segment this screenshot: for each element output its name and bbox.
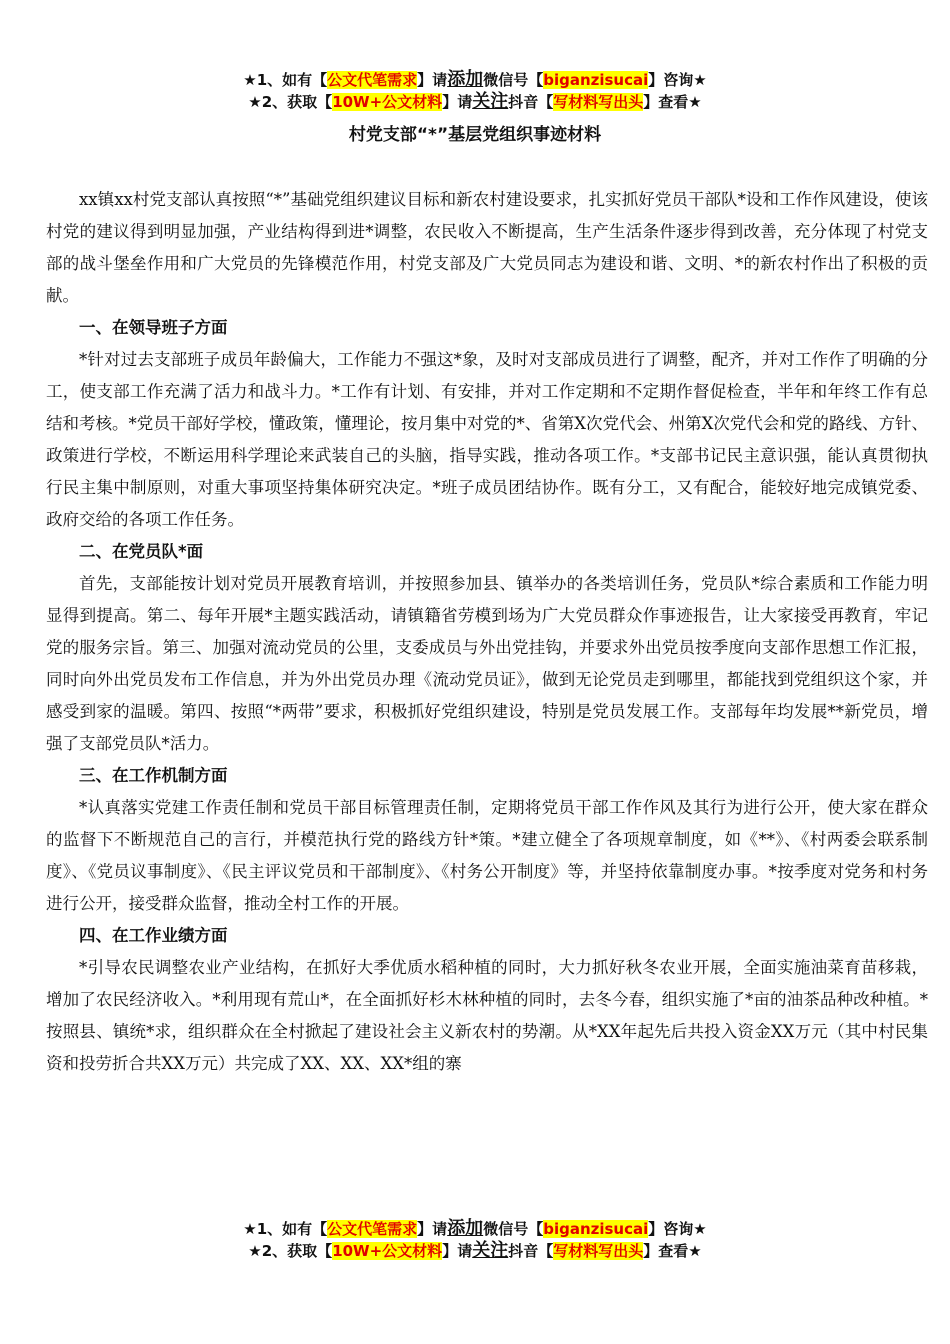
section-heading: 二、在党员队*面 — [79, 542, 204, 561]
emphasis-follow: 关注 — [472, 91, 509, 112]
section-paragraph: *认真落实党建工作责任制和党员干部目标管理责任制，定期将党员干部工作作风及其行为进行公开，使大家在群众的监督下不断规范自己的言行，并模范执行党的路线方针*策。*建立健全了各项规章制度，如《**》、《村两委会联系制度》、《党员议事制度》、《民主评议党员和干部制度》、《村务公开制度》等，并坚持依靠制度办事。*按季度对党务和村务进行公开，接受群众监督，推动全村工作的开展。 — [46, 798, 928, 913]
highlight-douyin-account: 写材料写出头 — [553, 1242, 644, 1260]
emphasis-follow: 关注 — [472, 1240, 509, 1261]
document-title: 村党支部“*”基层党组织事迹材料 — [348, 125, 602, 145]
promo-banner-top — [0, 69, 950, 113]
promo-text: ★2、获取【 — [248, 93, 333, 111]
intro-paragraph: xx镇xx村党支部认真按照“*”基础党组织建议目标和新农村建设要求，扎实抓好党员干部队*设和工作作风建设，使该村党的建议得到明显加强，产业结构得到进*调整，农民收入不断提高，生产生活条件逐步得到改善，充分体现了村党支部的战斗堡垒作用和广大党员的先锋模范作用，村党支部及广大党员同志为建设和谐、文明、*的新农村作出了积极的贡献。 — [46, 190, 928, 305]
promo-text: 微信号【 — [483, 71, 544, 89]
section-heading: 一、在领导班子方面 — [79, 318, 228, 337]
highlight-wechat-id: biganzisucai — [543, 1220, 649, 1238]
section-paragraph: 首先，支部能按计划对党员开展教育培训，并按照参加县、镇举办的各类培训任务，党员队*综合素质和工作能力明显得到提高。第二、每年开展*主题实践活动，请镇籍省劳模到场为广大党员群众作事迹报告，让大家接受再教育，牢记党的服务宗旨。第三、加强对流动党员的公里，支委成员与外出党挂钩，并要求外出党员按季度向支部作思想工作汇报，同时向外出党员发布工作信息，并为外出党员办理《流动党员证》，做到无论党员走到哪里，都能找到党组织这个家，并感受到家的温暖。第四、按照“*两带”要求，积极抓好党组织建设，特别是党员发展工作。支部每年均发展**新党员，增强了支部党员队*活力。 — [46, 574, 928, 753]
highlight-service: 公文代笔需求 — [327, 71, 418, 89]
highlight-douyin-account: 写材料写出头 — [553, 93, 644, 111]
emphasis-add: 添加 — [447, 1218, 484, 1239]
promo-text: 】咨询★ — [648, 1220, 707, 1238]
emphasis-add: 添加 — [447, 69, 484, 90]
promo-text: 】咨询★ — [648, 71, 707, 89]
promo-text: ★1、如有【 — [243, 1220, 328, 1238]
promo-line-2 — [0, 91, 950, 113]
document-body — [46, 184, 928, 1080]
promo-text: 】查看★ — [643, 93, 702, 111]
highlight-materials: 10W+公文材料 — [332, 93, 443, 111]
promo-text: 】请 — [442, 1242, 473, 1260]
promo-banner-bottom — [0, 1218, 950, 1262]
promo-line-1 — [0, 69, 950, 91]
highlight-service: 公文代笔需求 — [327, 1220, 418, 1238]
section-heading: 四、在工作业绩方面 — [79, 926, 228, 945]
promo-text: ★2、获取【 — [248, 1242, 333, 1260]
promo-text: 】请 — [417, 71, 448, 89]
highlight-materials: 10W+公文材料 — [332, 1242, 443, 1260]
highlight-wechat-id: biganzisucai — [543, 71, 649, 89]
promo-line-2 — [0, 1240, 950, 1262]
section-heading: 三、在工作机制方面 — [79, 766, 228, 785]
section-paragraph: *针对过去支部班子成员年龄偏大，工作能力不强这*象，及时对支部成员进行了调整，配齐，并对工作作了明确的分工，使支部工作充满了活力和战斗力。*工作有计划、有安排，并对工作定期和不定期作督促检查，半年和年终工作有总结和考核。*党员干部好学校，懂政策，懂理论，按月集中对党的*、省第X次党代会、州第X次党代会和党的路线、方针、政策进行学校，不断运用科学理论来武装自己的头脑，指导实践，推动各项工作。*支部书记民主意识强，能认真贯彻执行民主集中制原则，对重大事项坚持集体研究决定。*班子成员团结协作。既有分工，又有配合，能较好地完成镇党委、政府交给的各项工作任务。 — [46, 350, 928, 529]
promo-text: 】请 — [417, 1220, 448, 1238]
promo-text: 抖音【 — [508, 93, 554, 111]
section-paragraph: *引导农民调整农业产业结构，在抓好大季优质水稻种植的同时，大力抓好秋冬农业开展，全面实施油菜育苗移栽，增加了农民经济收入。*利用现有荒山*，在全面抓好杉木林种植的同时，去冬今春，组织实施了*亩的油茶品种改种植。*按照县、镇统*求，组织群众在全村掀起了建设社会主义新农村的势潮。从*XX年起先后共投入资金XX万元（其中村民集资和投劳折合共XX万元）共完成了XX、XX、XX*组的寨 — [46, 958, 928, 1073]
promo-text: 】请 — [442, 93, 473, 111]
promo-text: ★1、如有【 — [243, 71, 328, 89]
promo-text: 微信号【 — [483, 1220, 544, 1238]
promo-text: 抖音【 — [508, 1242, 554, 1260]
promo-line-1 — [0, 1218, 950, 1240]
promo-text: 】查看★ — [643, 1242, 702, 1260]
